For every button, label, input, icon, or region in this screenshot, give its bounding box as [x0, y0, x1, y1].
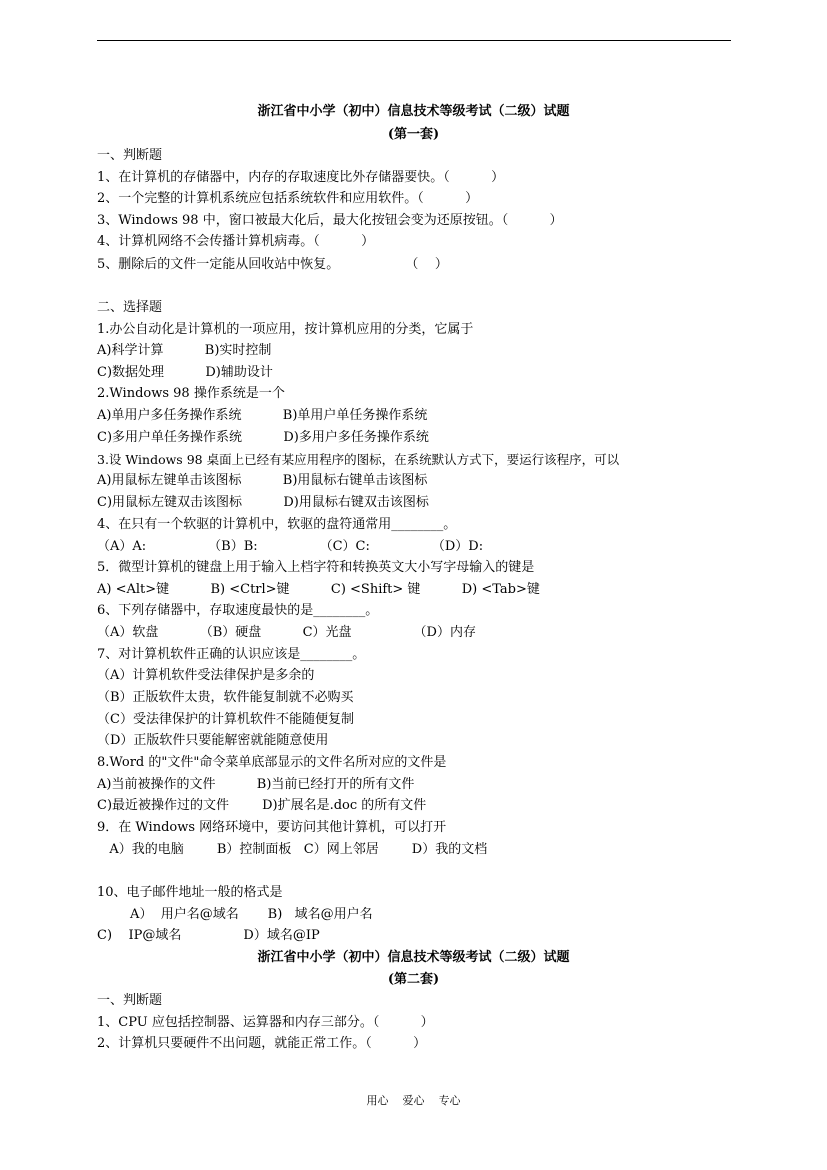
set2-judge-item: 2、计算机只要硬件不出问题，就能正常工作。（ ）: [97, 1036, 427, 1051]
header-rule: [97, 40, 731, 41]
set1-choice-line: A）我的电脑 B）控制面板 C）网上邻居 D）我的文档: [97, 842, 488, 857]
set1-choice-line: 3.设 Windows 98 桌面上已经有某应用程序的图标，在系统默认方式下，要运行该程序，可以: [97, 452, 620, 467]
set1-choice-line: 8.Word 的"文件"命令菜单底部显示的文件名所对应的文件是: [97, 755, 447, 770]
set1-choice-line: C)用鼠标左键双击该图标 D)用鼠标右键双击该图标: [97, 495, 429, 510]
set2-judge-heading: 一、判断题: [97, 993, 163, 1008]
set1-choice-line: A)科学计算 B)实时控制: [97, 343, 272, 358]
set1-choice-line: A) <Alt>键 B) <Ctrl>键 C) <Shift> 键 D) <Tab>键: [97, 582, 540, 597]
set1-q10-options: C) IP@域名 D）域名@IP: [97, 928, 320, 943]
set1-choice-line: A)当前被操作的文件 B)当前已经打开的所有文件: [97, 777, 415, 792]
set1-judge-item: 2、一个完整的计算机系统应包括系统软件和应用软件。（ ）: [97, 191, 479, 206]
set1-choice-line: 2.Windows 98 操作系统是一个: [97, 386, 285, 401]
set1-choice-line: （A）计算机软件受法律保护是多余的: [97, 668, 315, 683]
set1-choice-line: 4、在只有一个软驱的计算机中，软驱的盘符通常用________。: [97, 517, 457, 532]
set1-choice-line: （C）受法律保护的计算机软件不能随便复制: [97, 712, 354, 727]
set1-subtitle: (第一套): [387, 127, 440, 142]
set1-q10-stem: 10、电子邮件地址一般的格式是: [97, 885, 283, 900]
set1-choice-line: C)数据处理 D)辅助设计: [97, 365, 273, 380]
set2-judge-item: 1、CPU 应包括控制器、运算器和内存三部分。（ ）: [97, 1015, 434, 1030]
set1-choice-heading: 二、选择题: [97, 300, 163, 315]
set1-judge-item: 3、Windows 98 中，窗口被最大化后，最大化按钮会变为还原按钮。（ ）: [97, 213, 563, 228]
set1-choice-line: （B）正版软件太贵，软件能复制就不必购买: [97, 690, 354, 705]
set1-choice-line: 6、下列存储器中，存取速度最快的是________。: [97, 603, 379, 618]
set1-choice-line: （A）A: （B）B: （C）C: （D）D:: [97, 539, 484, 554]
set1-choice-line: A)用鼠标左键单击该图标 B)用鼠标右键单击该图标: [97, 473, 428, 488]
set1-judge-item: 1、在计算机的存储器中，内存的存取速度比外存储器要快。（ ）: [97, 170, 505, 185]
set1-choice-line: 5．微型计算机的键盘上用于输入上档字符和转换英文大小写字母输入的键是: [97, 560, 535, 575]
set1-choice-line: （A）软盘 （B）硬盘 C）光盘 （D）内存: [97, 625, 476, 640]
set1-choice-line: 9．在 Windows 网络环境中，要访问其他计算机，可以打开: [97, 820, 447, 835]
set1-judge-item: 4、计算机网络不会传播计算机病毒。（ ）: [97, 234, 375, 249]
set1-choice-line: C)最近被操作过的文件 D)扩展名是.doc 的所有文件: [97, 798, 427, 813]
set1-q10-options: A） 用户名@域名 B) 域名@用户名: [97, 907, 373, 922]
set1-title: 浙江省中小学（初中）信息技术等级考试（二级）试题: [257, 104, 570, 119]
set2-subtitle: (第二套): [387, 972, 440, 987]
set1-judge-heading: 一、判断题: [97, 148, 163, 163]
set1-choice-line: 7、对计算机软件正确的认识应该是________。: [97, 647, 366, 662]
set1-choice-line: A)单用户多任务操作系统 B)单用户单任务操作系统: [97, 408, 428, 423]
set1-judge-item: 5、删除后的文件一定能从回收站中恢复。 （ ）: [97, 257, 448, 272]
set2-title: 浙江省中小学（初中）信息技术等级考试（二级）试题: [257, 950, 570, 965]
set1-choice-line: （D）正版软件只要能解密就能随意使用: [97, 733, 329, 748]
set1-choice-line: C)多用户单任务操作系统 D)多用户多任务操作系统: [97, 430, 429, 445]
page-footer: 用心 爱心 专心: [366, 1094, 461, 1107]
set1-choice-line: 1.办公自动化是计算机的一项应用，按计算机应用的分类，它属于: [97, 322, 474, 337]
